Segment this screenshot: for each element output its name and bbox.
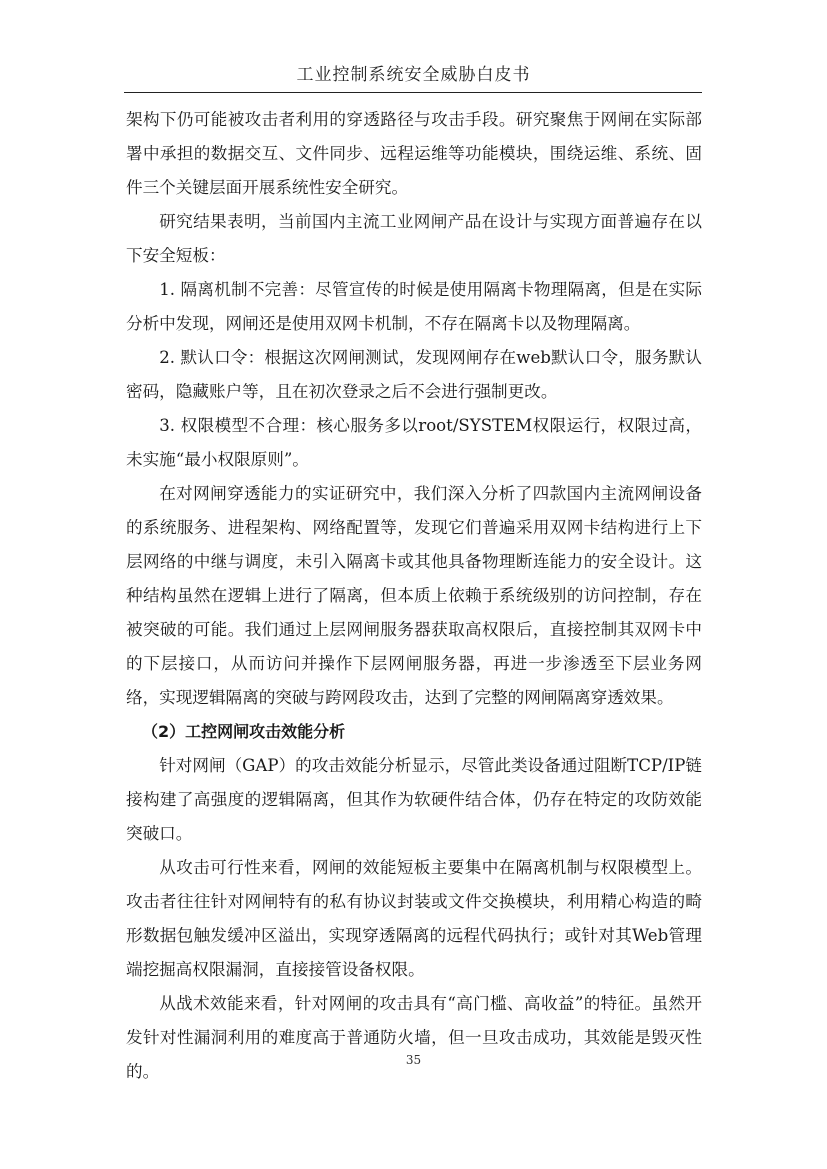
paragraph-gap-analysis: 针对网闸（GAP）的攻击效能分析显示，尽管此类设备通过阻断TCP/IP链接构建了高强度的逻辑隔离，但其作为软硬件结合体，仍存在特定的攻防效能突破口。 [126, 756, 702, 843]
header-divider [124, 92, 702, 93]
running-header-title: 工业控制系统安全威胁白皮书 [296, 65, 531, 85]
paragraph-penetration-study: 在对网闸穿透能力的实证研究中，我们深入分析了四款国内主流网闸设备的系统服务、进程架构、网络配置等，发现它们普遍采用双网卡结构进行上下层网络的中继与调度，未引入隔离卡或其他具备物理断连能力的安全设计。这种结构虽然在逻辑上进行了隔离，但本质上依赖于系统级别的访问控制，存在被突破的可能。我们通过上层网闸服务器获取高权限后，直接控制其双网卡中的下层接口，从而访问并操作下层网闸服务器，再进一步渗透至下层业务网络，实现逻辑隔离的突破与跨网段攻击，达到了完整的网闸隔离穿透效果。 [126, 484, 702, 707]
section-heading: （2）工控网闸攻击效能分析 [142, 722, 346, 741]
list-item-default-password: 2. 默认口令：根据这次网闸测试，发现网闸存在web默认口令，服务默认密码，隐藏账户等，且在初次登录之后不会进行强制更改。 [126, 348, 702, 401]
list-item-permission-model: 3. 权限模型不合理：核心服务多以root/SYSTEM权限运行，权限过高，未实施“最小权限原则”。 [126, 416, 702, 469]
page-number: 35 [405, 1053, 422, 1067]
paragraph-findings-intro: 研究结果表明，当前国内主流工业网闸产品在设计与实现方面普遍存在以下安全短板： [126, 212, 702, 265]
paragraph-continuation: 架构下仍可能被攻击者利用的穿透路径与攻击手段。研究聚焦于网闸在实际部署中承担的数据交互、文件同步、远程运维等功能模块，围绕运维、系统、固件三个关键层面开展系统性安全研究。 [126, 110, 702, 197]
paragraph-tactical-effectiveness: 从战术效能来看，针对网闸的攻击具有“高门槛、高收益”的特征。虽然开发针对性漏洞利用的难度高于普通防火墙，但一旦攻击成功，其效能是毁灭性的。 [126, 994, 702, 1081]
document-body [126, 103, 702, 1089]
list-item-isolation: 1. 隔离机制不完善：尽管宣传的时候是使用隔离卡物理隔离，但是在实际分析中发现，网闸还是使用双网卡机制，不存在隔离卡以及物理隔离。 [126, 280, 702, 333]
paragraph-attack-feasibility: 从攻击可行性来看，网闸的效能短板主要集中在隔离机制与权限模型上。攻击者往往针对网闸特有的私有协议封装或文件交换模块，利用精心构造的畸形数据包触发缓冲区溢出，实现穿透隔离的远程代码执行；或针对其Web管理端挖掘高权限漏洞，直接接管设备权限。 [126, 858, 702, 979]
